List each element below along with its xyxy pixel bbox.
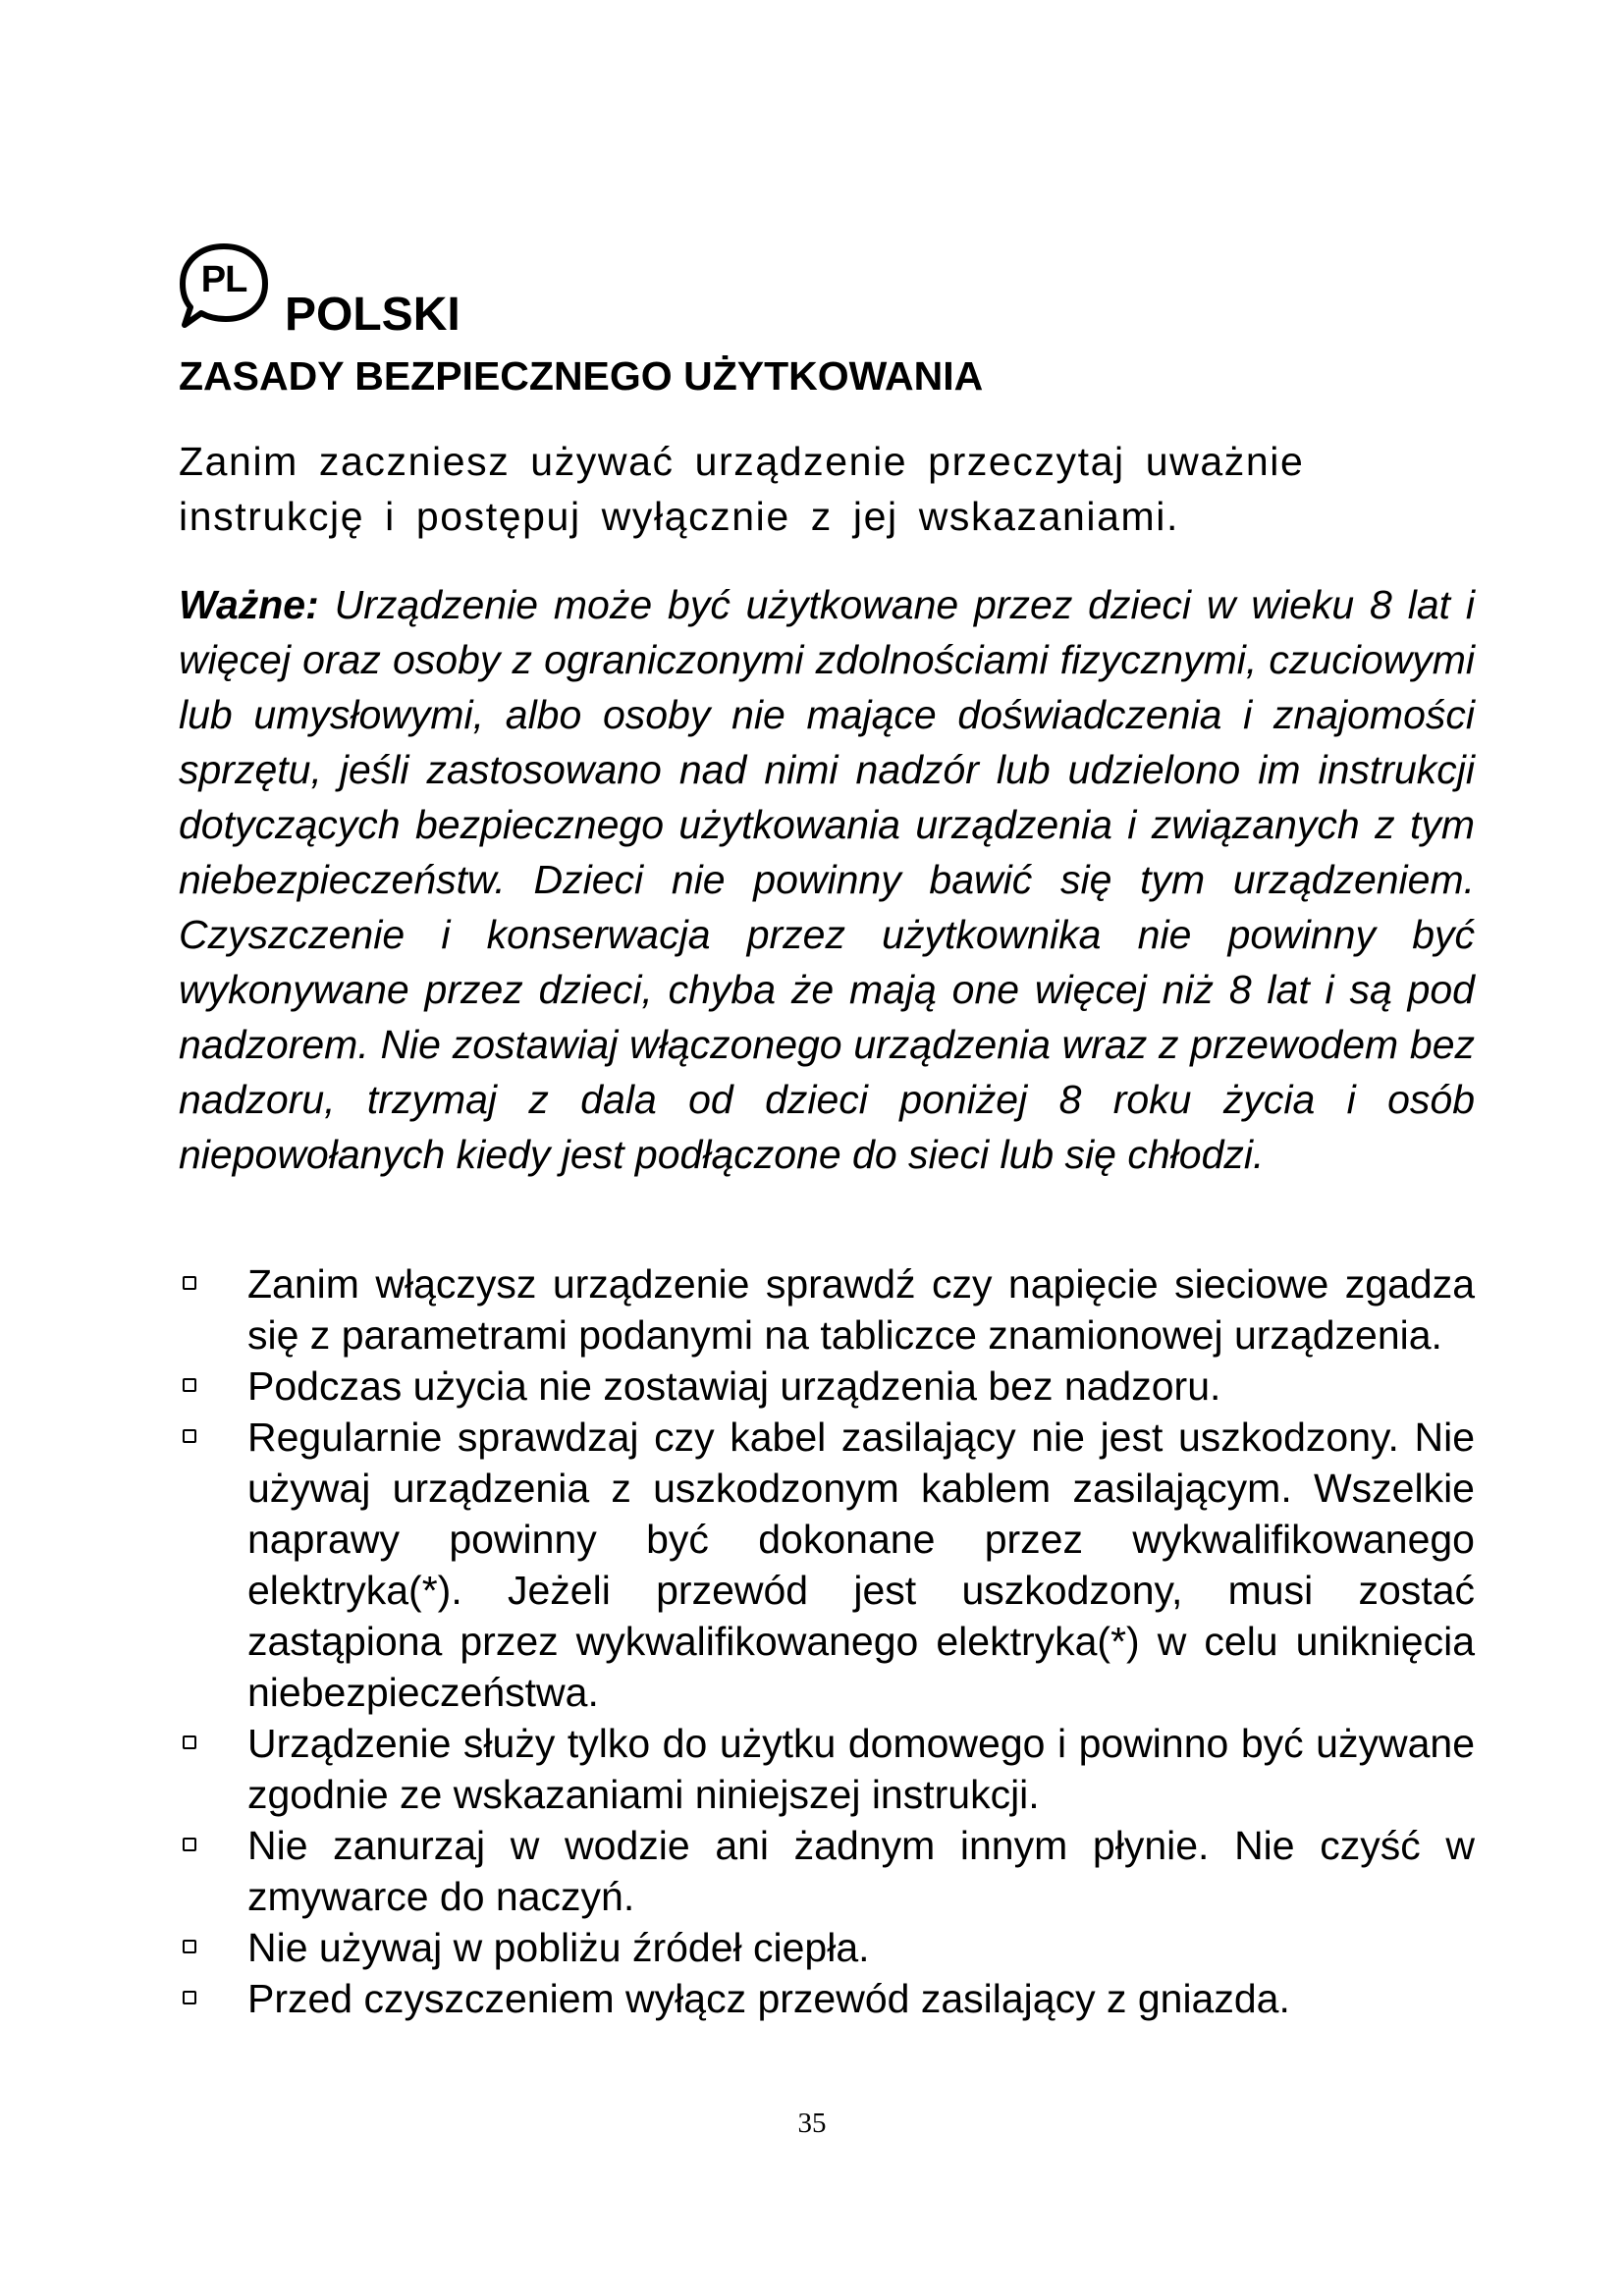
checkbox-bullet-icon (183, 1991, 196, 2004)
safety-rules-list (179, 1258, 1475, 2024)
intro-paragraph: Zanim zaczniesz używać urządzenie przeczytaj uważnie instrukcję i postępuj wyłącznie z jej wskazaniami. (179, 439, 1305, 539)
list-item-text: Zanim włączysz urządzenie sprawdź czy napięcie sieciowe zgadza się z parametrami podanymi na tabliczce znamionowej urządzenia. (247, 1261, 1475, 1358)
list-item (179, 1361, 1475, 1412)
warning-text: Urządzenie może być użytkowane przez dzieci w wieku 8 lat i więcej oraz osoby z ograniczonymi zdolnościami fizycznymi, czuciowymi lub umysłowymi, albo osoby nie mające doświadczenia i znajomości sprzętu, jeśli zastosowano nad nimi nadzór lub udzielono im instrukcji dotyczących bezpiecznego użytkowania urządzenia i związanych z tym niebezpieczeństw. Dzieci nie powinny bawić się tym urządzeniem. Czyszczenie i konserwacja przez użytkownika nie powinny być wykonywane przez dzieci, chyba że mają one więcej niż 8 lat i są pod nadzorem. Nie zostawiaj włączonego urządzenia wraz z przewodem bez nadzoru, trzymaj z dala od dzieci poniżej 8 roku życia i osób niepowołanych kiedy jest podłączone do sieci lub się chłodzi. (179, 582, 1475, 1177)
list-item-text: Nie zanurzaj w wodzie ani żadnym innym płynie. Nie czyść w zmywarce do naczyń. (247, 1823, 1475, 1919)
language-header (175, 240, 1471, 348)
section-title: ZASADY BEZPIECZNEGO UŻYTKOWANIA (179, 353, 984, 399)
warning-label: Ważne: (179, 582, 319, 627)
list-item-text: Przed czyszczeniem wyłącz przewód zasilający z gniazda. (247, 1976, 1290, 2021)
list-item (179, 1412, 1475, 1718)
language-title: POLSKI (285, 289, 460, 341)
speech-bubble-icon (175, 240, 273, 335)
list-item (179, 1258, 1475, 1361)
list-item (179, 1718, 1475, 1820)
checkbox-bullet-icon (183, 1735, 196, 1749)
checkbox-bullet-icon (183, 1940, 196, 1953)
checkbox-bullet-icon (183, 1378, 196, 1392)
page-number: 35 (797, 2108, 827, 2139)
checkbox-bullet-icon (183, 1838, 196, 1851)
list-item-text: Nie używaj w pobliżu źródeł ciepła. (247, 1925, 870, 1970)
list-item-text: Podczas użycia nie zostawiaj urządzenia bez nadzoru. (247, 1363, 1221, 1409)
warning-paragraph (179, 577, 1475, 1182)
list-item (179, 1820, 1475, 1922)
list-item (179, 1922, 1475, 1973)
list-item-text: Regularnie sprawdzaj czy kabel zasilający nie jest uszkodzony. Nie używaj urządzenia z uszkodzonym kablem zasilającym. Wszelkie naprawy powinny być dokonane przez wykwalifikowanego elektryka(*). Jeżeli przewód jest uszkodzony, musi zostać zastąpiona przez wykwalifikowanego elektryka(*) w celu uniknięcia niebezpieczeństwa. (247, 1415, 1475, 1715)
checkbox-bullet-icon (183, 1276, 196, 1290)
list-item (179, 1973, 1475, 2024)
list-item-text: Urządzenie służy tylko do użytku domowego i powinno być używane zgodnie ze wskazaniami niniejszej instrukcji. (247, 1721, 1475, 1817)
language-code: PL (200, 259, 247, 300)
checkbox-bullet-icon (183, 1429, 196, 1443)
